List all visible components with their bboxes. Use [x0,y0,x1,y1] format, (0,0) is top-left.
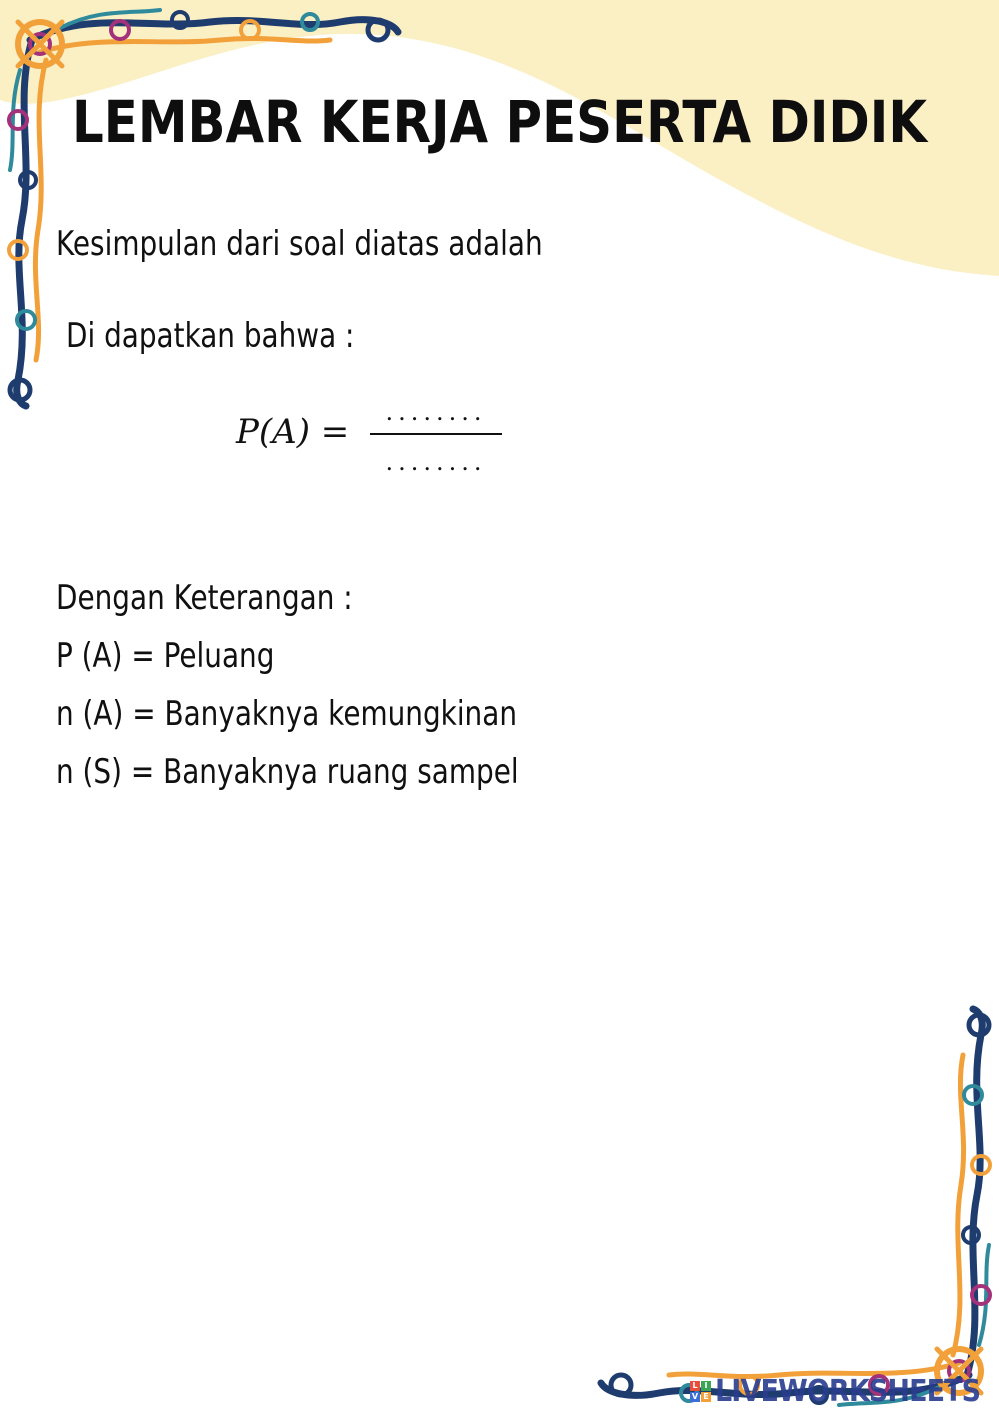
legend-item-kemungkinan: n (A) = Banyaknya kemungkinan [56,694,517,734]
logo-letter-i: I [701,1381,711,1391]
formula-denominator-blank[interactable]: ........ [385,448,487,476]
formula-lhs-text: P(A) [236,412,310,452]
top-left-ornament [0,0,420,420]
legend-heading: Dengan Keterangan : [56,578,353,618]
conclusion-prompt: Kesimpulan dari soal diatas adalah [56,224,543,264]
obtained-label: Di dapatkan bahwa : [66,316,355,356]
logo-letter-e: E [701,1392,711,1402]
logo-letter-l: L [690,1381,700,1391]
liveworksheets-logo [690,1381,711,1402]
formula-lhs [236,412,349,452]
logo-letter-v: V [691,1392,699,1401]
watermark-text: LIVEWORKSHEETS [715,1374,981,1409]
legend-item-peluang: P (A) = Peluang [56,636,275,676]
page-title: LEMBAR KERJA PESERTA DIDIK [71,88,928,156]
formula-equals: = [320,412,350,452]
probability-formula [236,398,516,488]
fraction-bar [370,433,502,435]
liveworksheets-watermark [690,1374,999,1409]
formula-numerator-blank[interactable]: ........ [385,398,487,426]
legend-item-ruang-sampel: n (S) = Banyaknya ruang sampel [56,752,519,792]
bottom-right-ornament [579,995,999,1415]
